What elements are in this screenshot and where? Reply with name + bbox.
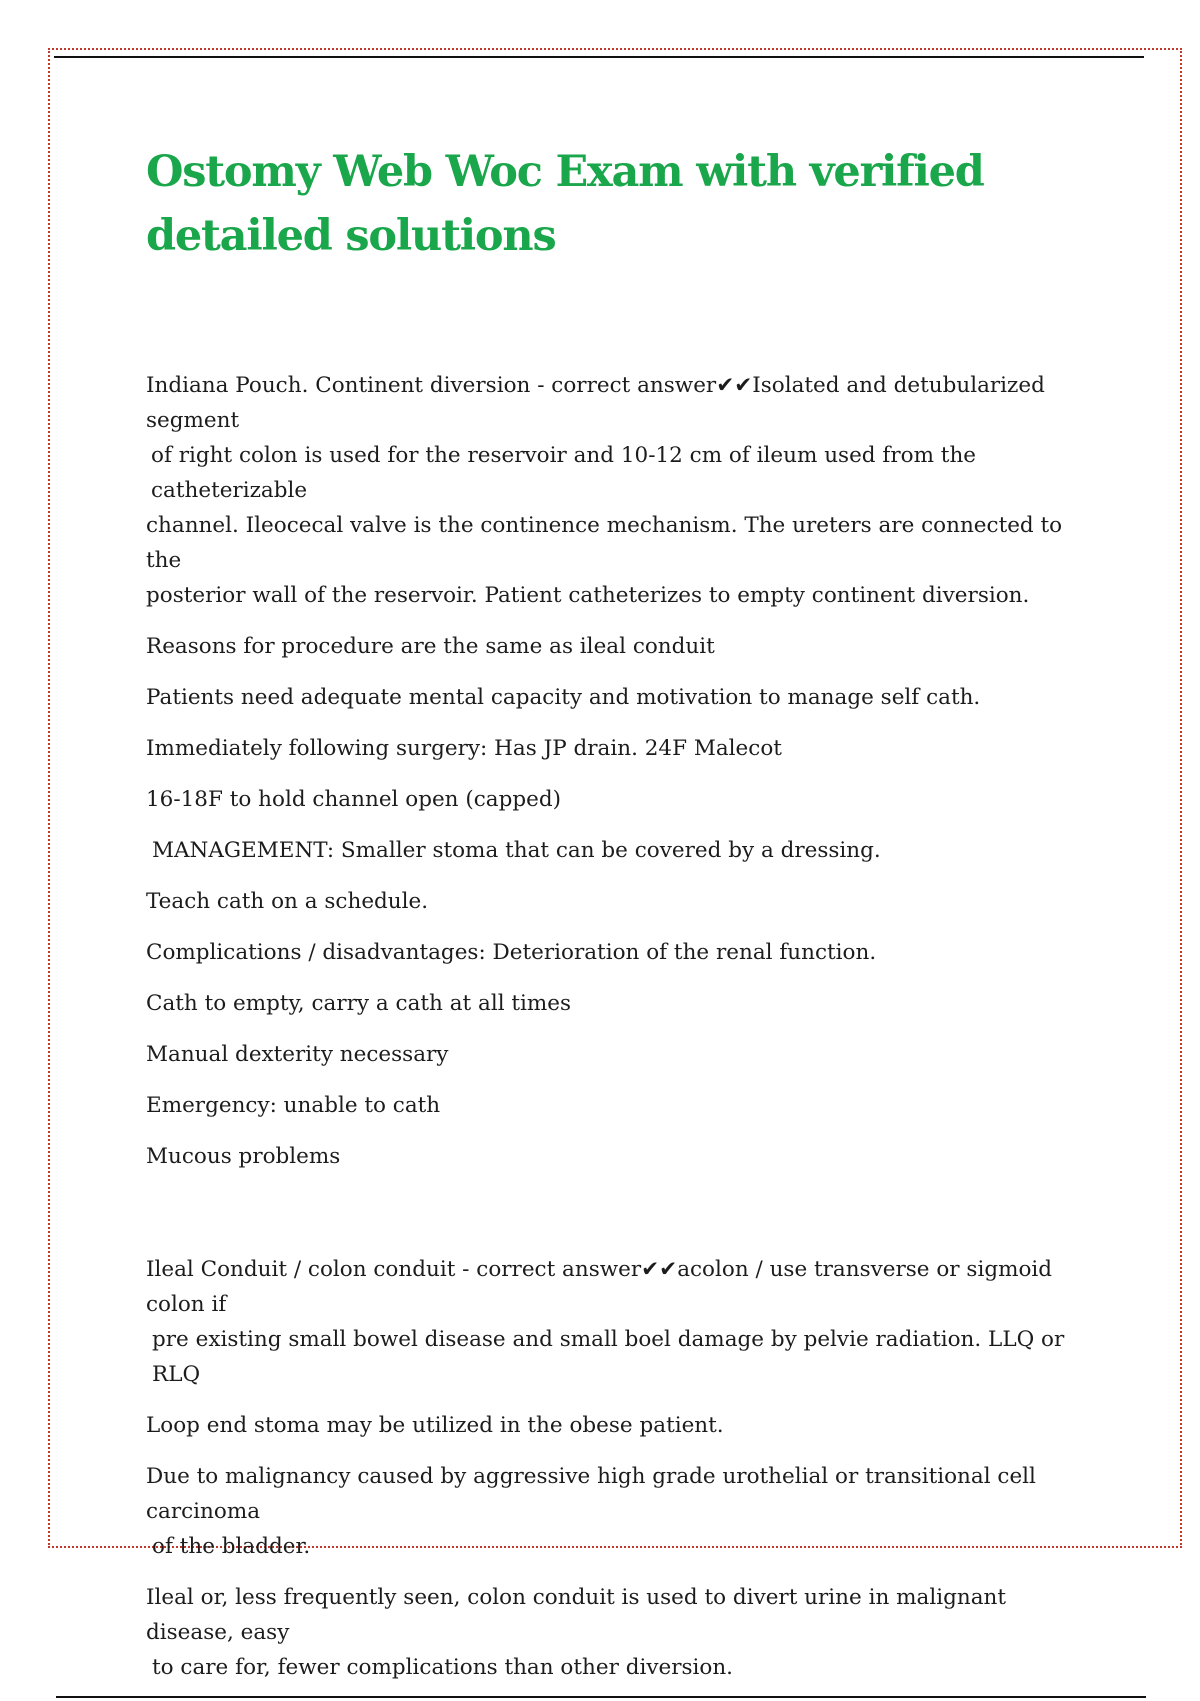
list-item: Emergency: unable to cath	[146, 1093, 441, 1118]
list-item: Cath to empty, carry a cath at all times	[146, 991, 572, 1016]
list-item: Complications / disadvantages: Deterioration of the renal function.	[146, 940, 877, 965]
list-item: Manual dexterity necessary	[146, 1042, 449, 1067]
section-spacer	[146, 1190, 1096, 1252]
document-title: Ostomy Web Woc Exam with verified detailed solutions	[146, 147, 984, 261]
document-body	[146, 140, 1096, 1701]
list-item: Patients need adequate mental capacity and motivation to manage self cath.	[146, 685, 981, 710]
list-item: Mucous problems	[146, 1144, 341, 1169]
paragraph-line: of right colon is used for the reservoir and 10-12 cm of ileum used from the catheterizable	[151, 443, 977, 503]
paragraph-line: to care for, fewer complications than other diversion.	[152, 1655, 734, 1680]
list-item	[146, 1459, 1096, 1564]
paragraph-line: posterior wall of the reservoir. Patient catheterizes to empty continent diversion.	[146, 583, 1030, 608]
paragraph-line: Ileal or, less frequently seen, colon conduit is used to divert urine in malignant disease, easy	[146, 1585, 1007, 1645]
paragraph-line: pre existing small bowel disease and small boel damage by pelvie radiation. LLQ or RLQ	[152, 1327, 1065, 1387]
paragraph-line: channel. Ileocecal valve is the continence mechanism. The ureters are connected to the	[146, 513, 1063, 573]
paragraph-line: Indiana Pouch. Continent diversion - correct answer✔✔Isolated and detubularized segment	[146, 373, 1045, 433]
list-item: Loop end stoma may be utilized in the obese patient.	[146, 1413, 724, 1438]
list-item: Reasons for procedure are the same as ileal conduit	[146, 634, 715, 659]
list-item: Immediately following surgery: Has JP drain. 24F Malecot	[146, 736, 782, 761]
list-item	[146, 1580, 1096, 1685]
bottom-divider	[56, 1696, 1146, 1698]
paragraph-line: of the bladder.	[152, 1534, 311, 1559]
list-item: MANAGEMENT: Smaller stoma that can be covered by a dressing.	[152, 838, 881, 863]
top-divider	[54, 56, 1144, 58]
indiana-pouch-answer	[146, 368, 1096, 613]
list-item: Teach cath on a schedule.	[146, 889, 429, 914]
paragraph-line: Due to malignancy caused by aggressive high grade urothelial or transitional cell carcinoma	[146, 1464, 1036, 1524]
ileal-conduit-answer	[146, 1252, 1096, 1392]
paragraph-line: Ileal Conduit / colon conduit - correct answer✔✔acolon / use transverse or sigmoid colon if	[146, 1257, 1053, 1317]
list-item: 16-18F to hold channel open (capped)	[146, 787, 562, 812]
